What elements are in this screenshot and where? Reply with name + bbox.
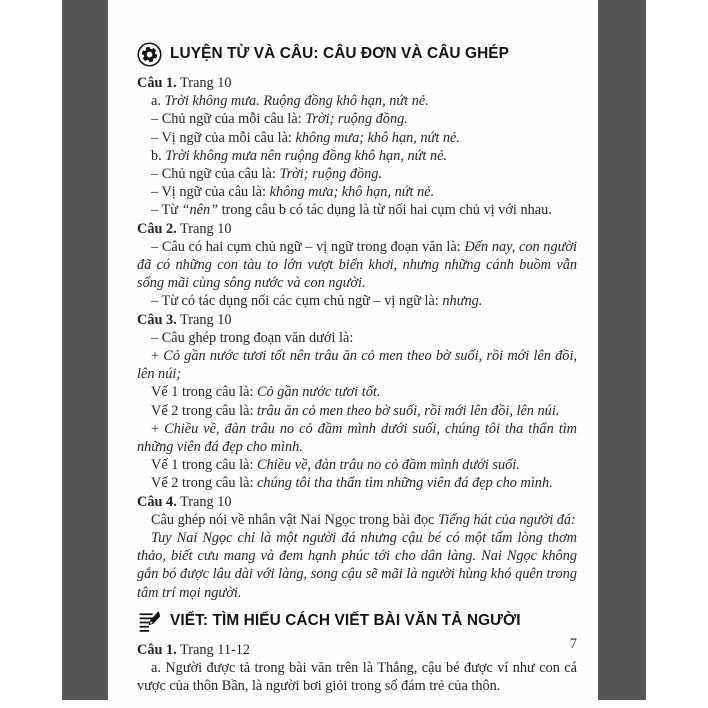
text-line: + Chiều về, đàn trâu no cỏ đầm mình dưới suối, chúng tôi tha thẩn tìm những viên đá đẹp cho mình. (137, 420, 578, 456)
exercise-label: Câu 3. Trang 10 (137, 311, 232, 328)
section-header (137, 42, 577, 67)
text-line: Vế 1 trong câu là: Cỏ gần nước tươi tốt. (151, 384, 381, 401)
text-line: Vế 1 trong câu là: Chiều về, đàn trâu no cỏ đầm mình dưới suối. (151, 457, 520, 474)
photo-left-border (62, 0, 108, 700)
exercise-label: Câu 2. Trang 10 (137, 220, 232, 237)
section-title: VIẾT: TÌM HIỂU CÁCH VIẾT BÀI VĂN TẢ NGƯỜI (170, 612, 521, 630)
text-line: Vế 2 trong câu là: trâu ăn cỏ men theo bờ suối, rồi mới lên đồi, lên núi. (151, 402, 560, 419)
text-line: Vế 2 trong câu là: chúng tôi tha thẩn tìm những viên đá đẹp cho mình. (151, 475, 553, 492)
gear-icon (137, 42, 162, 67)
page-content (137, 42, 577, 696)
page-number: 7 (569, 636, 577, 652)
photo-right-border (598, 0, 646, 700)
book-page (108, 0, 598, 708)
section-header (137, 609, 577, 634)
text-line: a. Người được tả trong bài văn trên là Thắng, cậu bé được ví như con cá vược của thôn Bần, là người bơi giỏi trong số đám trẻ của thôn. (137, 660, 577, 695)
text-line: – Chủ ngữ của câu là: Trời; ruộng đồng. (151, 166, 383, 183)
text-line: – Từ “nên” trong câu b có tác dụng là từ nối hai cụm chủ vị với nhau. (151, 202, 552, 219)
exercise-label: Câu 1. Trang 10 (137, 75, 232, 91)
text-line: Tuy Nai Ngọc chỉ là một người đá nhưng cậu bé có một tấm lòng thơm thảo, biết cưu mang và đem hạnh phúc tới cho dân làng. Nai Ngọc không gắn bó được lâu dài với làng, song cậu sẽ mãi là người hùng khó quên trong tâm trí mọi người. (137, 530, 577, 601)
text-line: – Vị ngữ của câu là: không mưa; khô hạn, nứt nẻ. (151, 184, 435, 201)
exercise-label: Câu 4. Trang 10 (137, 493, 232, 510)
text-line: – Chủ ngữ của mỗi câu là: Trời; ruộng đồng. (151, 111, 408, 128)
text-line: Câu ghép nói về nhân vật Nai Ngọc trong bài đọc Tiếng hát của người đá: (151, 511, 576, 528)
text-line: + Cỏ gần nước tươi tốt nên trâu ăn cỏ men theo bờ suối, rồi mới lên đồi, lên núi; (137, 348, 577, 383)
exercise-label: Câu 1. Trang 11-12 (137, 641, 251, 658)
section-title: LUYỆN TỪ VÀ CÂU: CÂU ĐƠN VÀ CÂU GHÉP (170, 45, 510, 63)
text-line: – Câu ghép trong đoạn văn dưới là: (151, 329, 354, 346)
writing-icon (137, 609, 162, 634)
text-line: a. Trời không mưa. Ruộng đồng khô hạn, nứt nẻ. (151, 93, 429, 110)
text-line: b. Trời không mưa nên ruộng đồng khô hạn, nứt nẻ. (151, 147, 448, 164)
text-line: – Vị ngữ của mỗi câu là: không mưa; khô hạn, nứt nẻ. (151, 129, 460, 146)
text-line: – Câu có hai cụm chủ ngữ – vị ngữ trong đoạn văn là: Đến nay, con người đã có những con tàu to lớn vượt biển khơi, nhưng những cánh buồm vẫn sống mãi cùng sông nước và con người. (137, 238, 578, 292)
text-line: – Từ có tác dụng nối các cụm chủ ngữ – vị ngữ là: nhưng. (151, 293, 483, 310)
